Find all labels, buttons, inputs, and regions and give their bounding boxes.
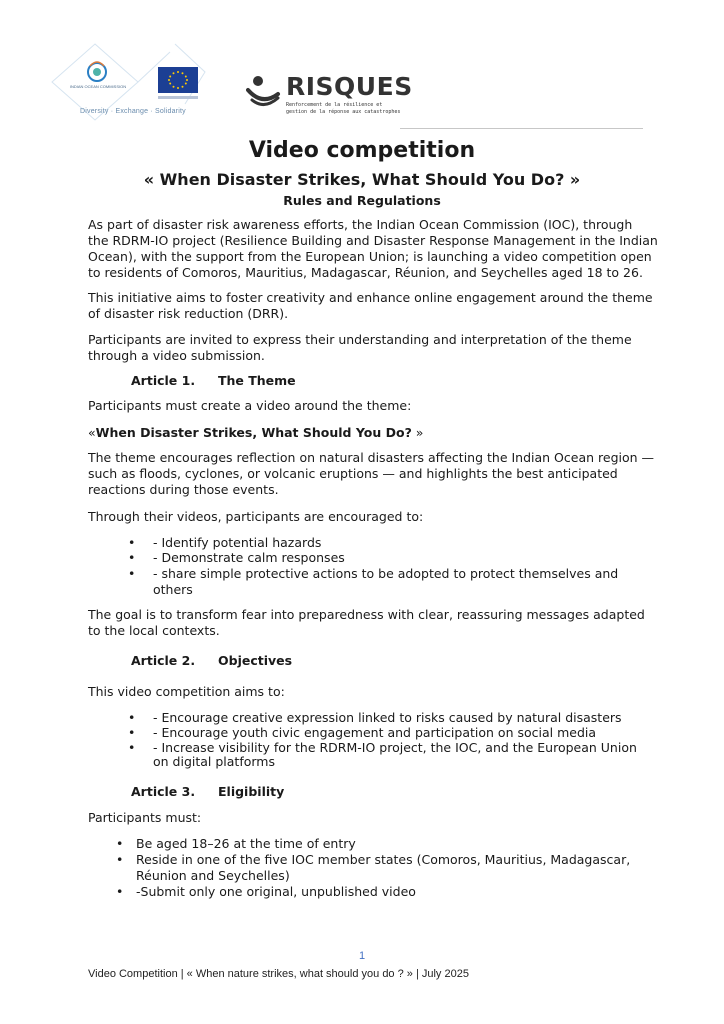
bullet-icon: • xyxy=(116,884,124,899)
article-1-paragraph-2 xyxy=(88,509,636,525)
eu-caption-bar xyxy=(158,96,198,99)
list-item-text: - Increase visibility for the RDRM-IO project, the IOC, and the European Union xyxy=(153,740,637,755)
article-2-lead xyxy=(88,684,636,700)
list-item-text: - share simple protective actions to be adopted to protect themselves and xyxy=(153,566,619,581)
list-item-text: - Demonstrate calm responses xyxy=(153,550,345,565)
header-divider xyxy=(400,128,643,129)
ioc-tagline: Diversity · Exchange · Solidarity xyxy=(80,108,186,115)
page-footer: Video Competition | « When nature strikes, what should you do ? » | July 2025 xyxy=(88,968,469,980)
article-1-paragraph-1 xyxy=(88,450,655,498)
article-title: Eligibility xyxy=(218,784,285,799)
intro-paragraph-3 xyxy=(88,332,636,364)
eu-flag-icon xyxy=(158,67,198,93)
list-item-text: others xyxy=(153,582,193,597)
page-title: Video competition xyxy=(248,138,476,163)
text-line: Participants must create a video around the theme: xyxy=(88,398,412,413)
risques-wordmark: RISQUES xyxy=(286,72,413,101)
theme-close-quote: » xyxy=(411,425,424,440)
intro-paragraph-1 xyxy=(88,217,658,281)
article-1-theme xyxy=(88,425,636,441)
list-item-text: -Submit only one original, unpublished video xyxy=(136,884,416,899)
theme-open-quote: « xyxy=(88,425,96,440)
text-line: Ocean), with the support from the European Union; is launching a video competition open xyxy=(88,249,652,264)
article-1-lead xyxy=(88,398,636,414)
bullet-icon: • xyxy=(116,836,124,851)
text-line: The theme encourages reflection on natural disasters affecting the Indian Ocean region — xyxy=(88,450,655,465)
risques-logo xyxy=(246,72,446,122)
text-line: This video competition aims to: xyxy=(88,684,285,699)
bullet-icon: • xyxy=(128,566,136,581)
text-line: the RDRM-IO project (Resilience Building and Disaster Response Management in the Indian xyxy=(88,233,658,248)
page-number: 1 xyxy=(358,950,366,962)
article-number: Article 2. xyxy=(131,653,196,668)
list-item-text: on digital platforms xyxy=(153,754,275,769)
bullet-icon: • xyxy=(128,725,136,740)
text-line: Participants are invited to express their understanding and interpretation of the theme xyxy=(88,332,632,347)
article-3-lead xyxy=(88,810,636,826)
article-title: The Theme xyxy=(218,373,296,388)
text-line: The goal is to transform fear into preparedness with clear, reassuring messages adapted xyxy=(88,607,645,622)
article-number: Article 1. xyxy=(131,373,196,388)
intro-paragraph-2 xyxy=(88,290,653,322)
bullet-icon: • xyxy=(128,535,136,550)
theme-text: When Disaster Strikes, What Should You Do? xyxy=(95,425,412,440)
risques-subtitle: Renforcement de la résilience et gestion de la réponse aux catastrophes xyxy=(286,102,401,115)
ioc-name: INDIAN OCEAN COMMISSION xyxy=(69,84,127,89)
list-item-text: Reside in one of the five IOC member states (Comoros, Mauritius, Madagascar, xyxy=(136,852,631,867)
bullet-icon: • xyxy=(128,740,136,755)
text-line: of disaster risk reduction (DRR). xyxy=(88,306,289,321)
bullet-icon: • xyxy=(128,550,136,565)
article-number: Article 3. xyxy=(131,784,196,799)
bullet-icon: • xyxy=(128,710,136,725)
ioc-logo xyxy=(50,42,210,124)
list-item-text: Réunion and Seychelles) xyxy=(136,868,290,883)
list-item-text: Be aged 18–26 at the time of entry xyxy=(136,836,356,851)
list-item-text: - Encourage creative expression linked to risks caused by natural disasters xyxy=(153,710,622,725)
text-line: reactions during those events. xyxy=(88,482,279,497)
text-line: Through their videos, participants are encouraged to: xyxy=(88,509,424,524)
article-title: Objectives xyxy=(218,653,293,668)
text-line: As part of disaster risk awareness efforts, the Indian Ocean Commission (IOC), through xyxy=(88,217,633,232)
text-line: through a video submission. xyxy=(88,348,265,363)
text-line: to residents of Comoros, Mauritius, Madagascar, Réunion, and Seychelles aged 18 to 26. xyxy=(88,265,643,280)
header-logos xyxy=(50,42,640,124)
article-1-heading xyxy=(131,373,296,388)
article-1-paragraph-3 xyxy=(88,607,645,639)
text-line: such as floods, cyclones, or volcanic eruptions — and highlights the best anticipated xyxy=(88,466,618,481)
theme-line xyxy=(88,425,636,441)
text-line: This initiative aims to foster creativity and enhance online engagement around the theme xyxy=(88,290,653,305)
text-line: Participants must: xyxy=(88,810,202,825)
text-line: to the local contexts. xyxy=(88,623,220,638)
competition-subtitle: « When Disaster Strikes, What Should You Do? » xyxy=(143,170,581,189)
list-item-text: - Identify potential hazards xyxy=(153,535,322,550)
article-3-heading xyxy=(131,784,284,799)
rules-heading: Rules and Regulations xyxy=(283,193,441,208)
list-item-text: - Encourage youth civic engagement and participation on social media xyxy=(153,725,597,740)
bullet-icon: • xyxy=(116,852,124,867)
article-2-heading xyxy=(131,653,292,668)
risques-emblem-icon xyxy=(246,72,282,112)
